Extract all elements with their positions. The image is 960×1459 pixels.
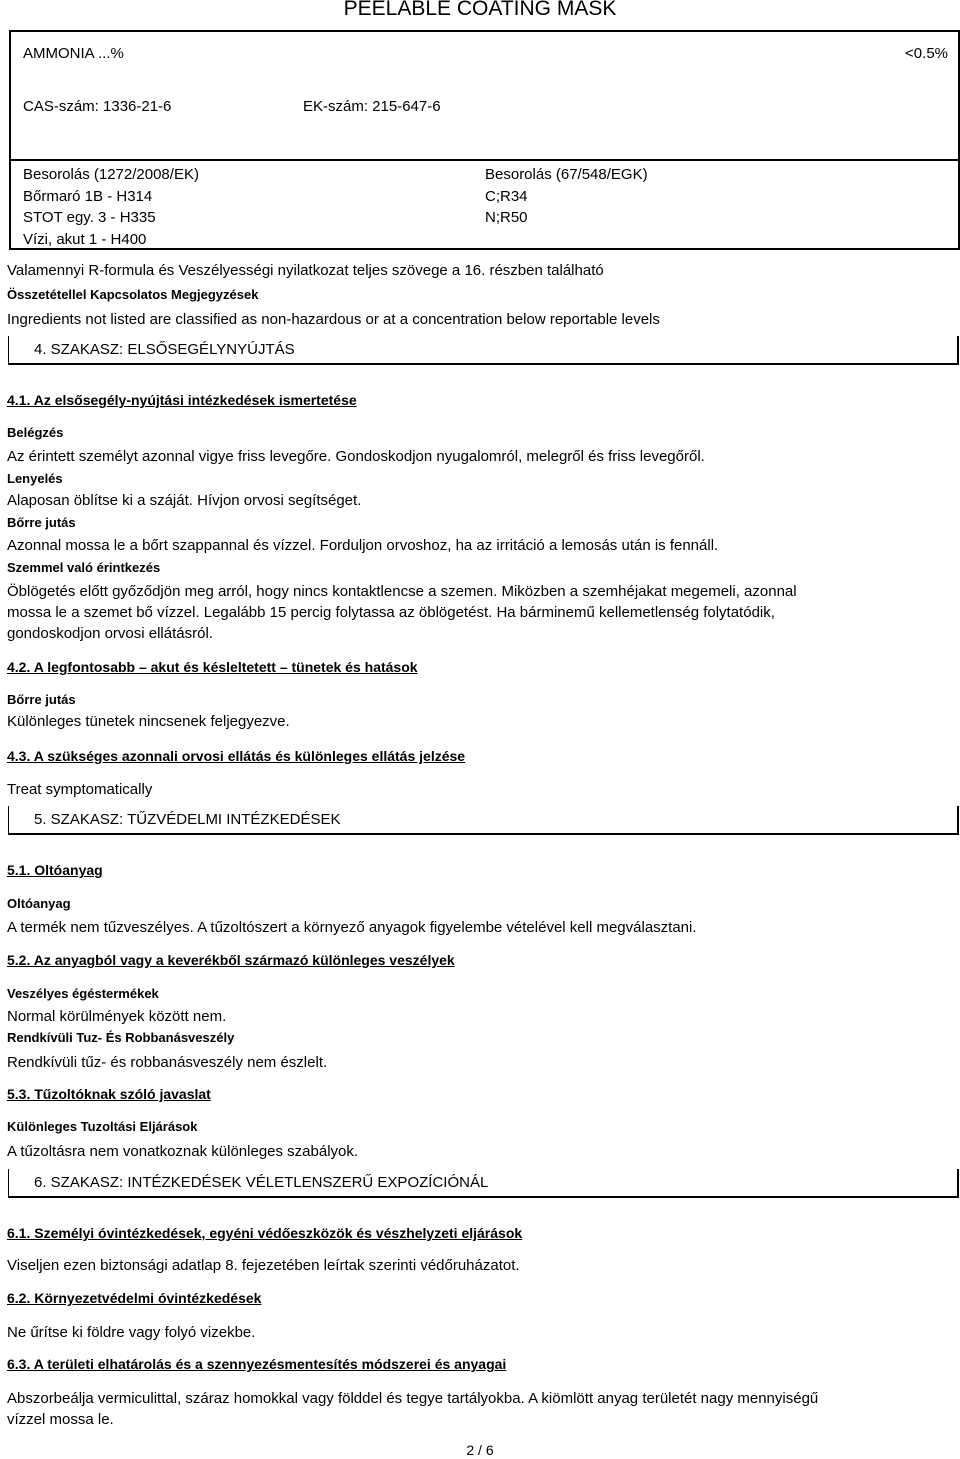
document-title: PEELABLE COATING MASK bbox=[343, 0, 617, 20]
composition-comments: Ingredients not listed are classified as non-hazardous or at a concentration below reportable levels bbox=[7, 311, 660, 328]
page-number: 2 / 6 bbox=[466, 1442, 494, 1458]
subsection-6-3-heading: 6.3. A területi elhatárolás és a szennyezésmentesítés módszerei és anyagai bbox=[7, 1356, 507, 1372]
section-4-title: 4. SZAKASZ: ELSŐSEGÉLYNYÚJTÁS bbox=[34, 341, 295, 358]
dsd-line: N;R50 bbox=[485, 209, 528, 226]
symptoms-skin-text: Különleges tünetek nincsenek feljegyezve. bbox=[7, 713, 290, 730]
environmental-precautions-text: Ne űrítse ki földre vagy folyó vizekbe. bbox=[7, 1324, 256, 1341]
subsection-5-2-heading: 5.2. Az anyagból vagy a keverékből származó különleges veszélyek bbox=[7, 952, 455, 968]
inhalation-heading: Belégzés bbox=[7, 425, 64, 440]
cas-number: CAS-szám: 1336-21-6 bbox=[23, 98, 172, 115]
section-4-header bbox=[8, 336, 959, 365]
clp-line: STOT egy. 3 - H335 bbox=[23, 209, 156, 226]
firefighting-procedures-heading: Különleges Tuzoltási Eljárások bbox=[7, 1119, 198, 1134]
subsection-6-2-heading: 6.2. Környezetvédelmi óvintézkedések bbox=[7, 1290, 262, 1306]
extinguishing-media-text: A termék nem tűzveszélyes. A tűzoltószert a környező anyagok figyelembe vételével kell megválasztani. bbox=[7, 919, 697, 936]
subsection-5-3-heading: 5.3. Tűzoltóknak szóló javaslat bbox=[7, 1086, 211, 1102]
symptoms-skin-heading: Bőrre jutás bbox=[7, 692, 76, 707]
dsd-line: C;R34 bbox=[485, 188, 528, 205]
ingestion-heading: Lenyelés bbox=[7, 471, 63, 486]
composition-comments-heading: Összetétellel Kapcsolatos Megjegyzések bbox=[7, 287, 259, 302]
skin-contact-text: Azonnal mossa le a bőrt szappannal és vízzel. Forduljon orvoshoz, ha az irritáció a lemosás után is fennáll. bbox=[7, 537, 719, 554]
subsection-6-1-heading: 6.1. Személyi óvintézkedések, egyéni védőeszközök és vészhelyzeti eljárások bbox=[7, 1225, 523, 1241]
ingestion-text: Alaposan öblítse ki a száját. Hívjon orvosi segítséget. bbox=[7, 492, 362, 509]
clp-classification-title: Besorolás (1272/2008/EK) bbox=[23, 166, 199, 183]
containment-cleanup-text: vízzel mossa le. bbox=[7, 1411, 114, 1428]
personal-precautions-text: Viseljen ezen biztonsági adatlap 8. fejezetében leírtak szerinti védőruházatot. bbox=[7, 1257, 520, 1274]
containment-cleanup-text: Abszorbeálja vermiculittal, száraz homokkal vagy földdel és tegye tartályokba. A kiömlött anyag területét nagy mennyiségű bbox=[7, 1390, 819, 1407]
section-5-header bbox=[8, 806, 959, 835]
section-6-header bbox=[8, 1169, 959, 1198]
clp-line: Bőrmaró 1B - H314 bbox=[23, 188, 153, 205]
medical-attention-text: Treat symptomatically bbox=[7, 781, 153, 798]
subsection-4-3-heading: 4.3. A szükséges azonnali orvosi ellátás és különleges ellátás jelzése bbox=[7, 748, 466, 764]
subsection-4-2-heading: 4.2. A legfontosabb – akut és késleltetett – tünetek és hatások bbox=[7, 659, 418, 675]
skin-contact-heading: Bőrre jutás bbox=[7, 515, 76, 530]
clp-line: Vízi, akut 1 - H400 bbox=[23, 231, 147, 248]
section-6-title: 6. SZAKASZ: INTÉZKEDÉSEK VÉLETLENSZERŰ EXPOZÍCIÓNÁL bbox=[34, 1174, 489, 1191]
component-box bbox=[9, 30, 960, 250]
firefighting-procedures-text: A tűzoltásra nem vonatkoznak különleges szabályok. bbox=[7, 1143, 359, 1160]
fire-explosion-hazard-text: Rendkívüli tűz- és robbanásveszély nem észlelt. bbox=[7, 1054, 328, 1071]
component-name: AMMONIA ...% bbox=[23, 45, 124, 62]
fire-explosion-hazard-heading: Rendkívüli Tuz- És Robbanásveszély bbox=[7, 1030, 235, 1045]
eye-contact-text: mossa le a szemet bő vízzel. Legalább 15 percig folytassa az öblögetést. Ha bárminemű kellemetlenség folytatódik, bbox=[7, 604, 775, 621]
eye-contact-text: Öblögetés előtt győződjön meg arról, hogy nincs kontaktlencse a szemen. Miközben a szemhéjakat megemeli, azonnal bbox=[7, 583, 797, 600]
eye-contact-heading: Szemmel való érintkezés bbox=[7, 560, 161, 575]
subsection-4-1-heading: 4.1. Az elsősegély-nyújtási intézkedések ismertetése bbox=[7, 392, 357, 408]
subsection-5-1-heading: 5.1. Oltóanyag bbox=[7, 862, 103, 878]
component-divider bbox=[11, 159, 958, 161]
dsd-classification-title: Besorolás (67/548/EGK) bbox=[485, 166, 648, 183]
combustion-products-text: Normal körülmények között nem. bbox=[7, 1008, 227, 1025]
inhalation-text: Az érintett személyt azonnal vigye friss levegőre. Gondoskodjon nyugalomról, melegről és friss levegőről. bbox=[7, 448, 705, 465]
ec-number: EK-szám: 215-647-6 bbox=[303, 98, 441, 115]
combustion-products-heading: Veszélyes égéstermékek bbox=[7, 986, 159, 1001]
component-concentration: <0.5% bbox=[905, 45, 948, 62]
section-5-title: 5. SZAKASZ: TŰZVÉDELMI INTÉZKEDÉSEK bbox=[34, 811, 341, 828]
r-phrases-note: Valamennyi R-formula és Veszélyességi nyilatkozat teljes szövege a 16. részben található bbox=[7, 262, 604, 279]
extinguishing-media-heading: Oltóanyag bbox=[7, 896, 71, 911]
eye-contact-text: gondoskodjon orvosi ellátásról. bbox=[7, 625, 213, 642]
